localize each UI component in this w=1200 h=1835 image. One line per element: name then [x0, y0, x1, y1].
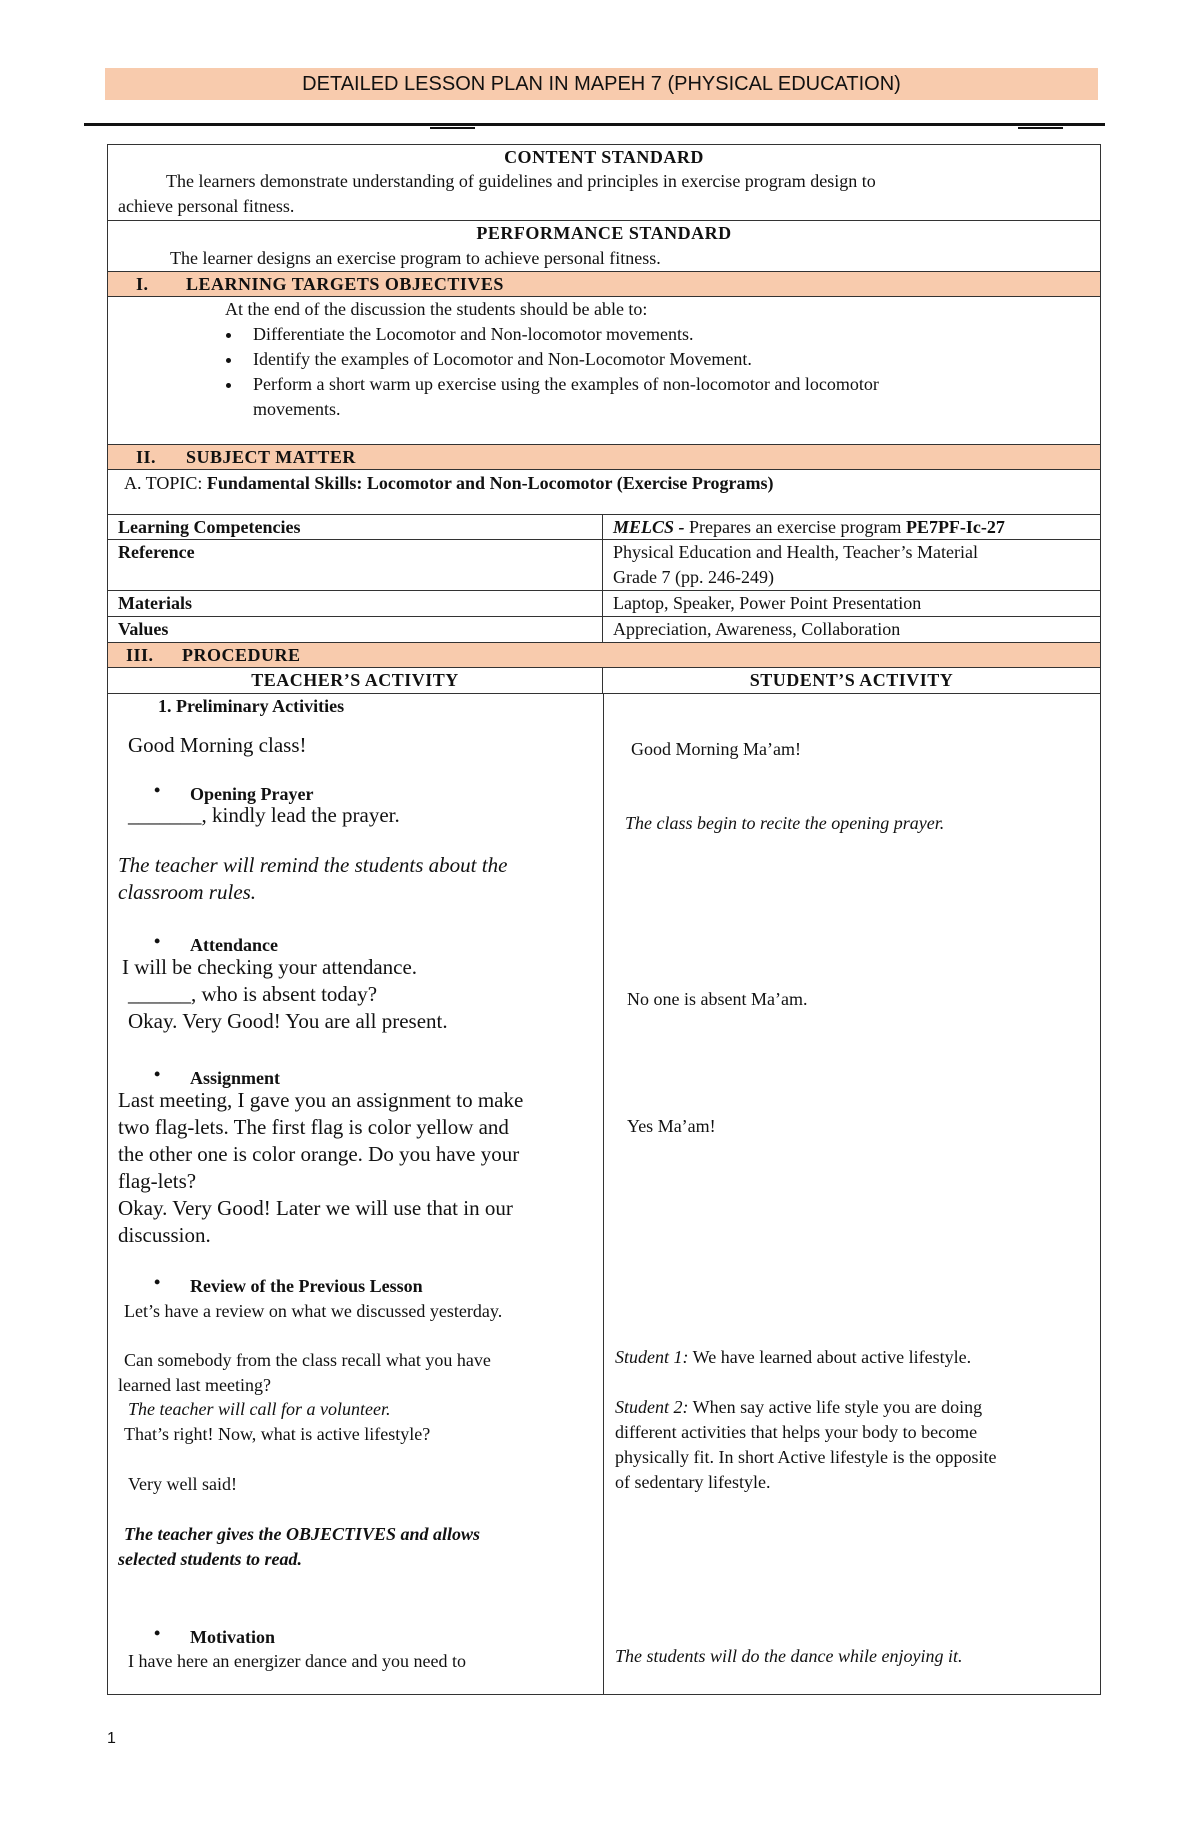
lesson-plan-table: [107, 144, 1101, 1695]
reference-line-2: Grade 7 (pp. 246-249): [613, 567, 774, 587]
materials-value: Laptop, Speaker, Power Point Presentation: [613, 593, 922, 613]
student-absent: No one is absent Ma’am.: [627, 989, 808, 1009]
teacher-greeting: Good Morning class!: [128, 733, 307, 757]
objective-item: • Identify the examples of Locomotor and Non-Locomotor Movement.: [243, 347, 1100, 372]
volunteer-note: The teacher will call for a volunteer.: [128, 1399, 391, 1419]
document-title: DETAILED LESSON PLAN IN MAPEH 7 (PHYSICAL EDUCATION): [105, 68, 1098, 100]
content-standard-row: [108, 145, 1100, 221]
objective-item: • Perform a short warm up exercise using the examples of non-locomotor and locomotor movements.: [243, 372, 953, 422]
student-2-line-1: [615, 1395, 982, 1420]
section-3-header: [108, 643, 1100, 668]
reference-label: Reference: [108, 540, 603, 590]
values-label: Values: [108, 617, 603, 642]
assignment-line-2: two flag-lets. The first flag is color yellow and: [118, 1115, 509, 1139]
student-activity-heading: STUDENT’S ACTIVITY: [749, 670, 954, 690]
procedure-column-headers: [108, 668, 1100, 694]
objective-item: • Differentiate the Locomotor and Non-locomotor movements.: [243, 322, 1100, 347]
student-greeting: Good Morning Ma’am!: [631, 739, 801, 759]
assignment-line-4: flag-lets?: [118, 1169, 197, 1193]
student-1-label: Student 1:: [615, 1347, 689, 1367]
student-2-label: Student 2:: [615, 1397, 689, 1417]
topic-prefix: A. TOPIC:: [124, 473, 207, 493]
assignment-line-1: Last meeting, I gave you an assignment to make: [118, 1088, 524, 1112]
student-2-line-4: of sedentary lifestyle.: [615, 1472, 771, 1492]
student-dance: The students will do the dance while enjoying it.: [615, 1646, 963, 1666]
materials-row: [108, 591, 1100, 617]
motivation-heading: Motivation: [190, 1627, 275, 1647]
student-1-text: We have learned about active lifestyle.: [688, 1347, 972, 1367]
competencies-label: Learning Competencies: [108, 515, 603, 539]
topic-row: [108, 470, 1100, 515]
performance-standard-heading: PERFORMANCE STANDARD: [476, 223, 732, 243]
section-3-heading: PROCEDURE: [182, 645, 301, 665]
student-2-line-2: different activities that helps your body to become: [615, 1422, 978, 1442]
header-rule-accent-left: [430, 127, 475, 129]
content-standard-text-1: The learners demonstrate understanding of guidelines and principles in exercise program design to: [166, 171, 876, 191]
header-rule: [84, 123, 1105, 126]
section-2-header: [108, 445, 1100, 470]
attendance-heading: Attendance: [190, 935, 278, 955]
very-well-said: Very well said!: [128, 1474, 237, 1494]
student-1-answer: [615, 1345, 971, 1370]
section-1-heading: LEARNING TARGETS OBJECTIVES: [186, 274, 504, 294]
content-standard-text-2: achieve personal fitness.: [118, 196, 295, 216]
assignment-line-3: the other one is color orange. Do you have your: [118, 1142, 520, 1166]
reference-line-1: Physical Education and Health, Teacher’s Material: [613, 542, 978, 562]
recall-line-1: Can somebody from the class recall what you have: [124, 1350, 491, 1370]
rules-line-1: The teacher will remind the students about the: [118, 853, 508, 877]
review-heading: Review of the Previous Lesson: [190, 1276, 423, 1296]
materials-label: Materials: [108, 591, 603, 616]
competency-code: PE7PF-Ic-27: [905, 517, 1005, 537]
attendance-line-3: Okay. Very Good! You are all present.: [128, 1009, 448, 1033]
bullet-icon: •: [154, 931, 161, 951]
bullet-icon: •: [154, 1064, 161, 1084]
teacher-activity-heading: TEACHER’S ACTIVITY: [108, 668, 603, 693]
student-prayer: The class begin to recite the opening prayer.: [625, 813, 945, 833]
preliminary-heading: 1. Preliminary Activities: [158, 696, 345, 716]
reference-value: [603, 540, 1100, 590]
bullet-icon: •: [154, 1272, 161, 1292]
objectives-list: [108, 322, 1100, 422]
opening-prayer-heading: Opening Prayer: [190, 784, 314, 804]
competencies-text: Prepares an exercise program: [684, 517, 906, 537]
student-2-text: When say active life style you are doing: [688, 1397, 983, 1417]
assignment-line-6: discussion.: [118, 1223, 211, 1247]
bullet-icon: •: [154, 780, 161, 800]
section-2-heading: SUBJECT MATTER: [186, 447, 356, 467]
competencies-value: [603, 515, 1100, 539]
competencies-row: [108, 515, 1100, 540]
bullet-icon: •: [154, 1623, 161, 1643]
values-value: Appreciation, Awareness, Collaboration: [613, 619, 901, 639]
topic-title: Fundamental Skills: Locomotor and Non-Locomotor (Exercise Programs): [206, 473, 774, 493]
values-row: [108, 617, 1100, 643]
assignment-heading: Assignment: [190, 1068, 281, 1088]
performance-standard-text: The learner designs an exercise program to achieve personal fitness.: [170, 248, 661, 268]
column-divider: [603, 694, 604, 1694]
procedure-body: [108, 694, 1100, 1694]
performance-standard-row: [108, 221, 1100, 272]
section-2-number: II.: [136, 447, 157, 467]
section-1-header: [108, 272, 1100, 297]
section-1-number: I.: [136, 274, 149, 294]
motivation-line-1: I have here an energizer dance and you need to: [128, 1651, 466, 1671]
student-yes: Yes Ma’am!: [627, 1116, 716, 1136]
melcs-label: MELCS -: [613, 517, 685, 537]
objectives-note-1: The teacher gives the OBJECTIVES and allows: [124, 1524, 481, 1544]
review-line-1: Let’s have a review on what we discussed yesterday.: [124, 1301, 503, 1321]
assignment-line-5: Okay. Very Good! Later we will use that in our: [118, 1196, 513, 1220]
student-2-line-3: physically fit. In short Active lifestyle is the opposite: [615, 1447, 997, 1467]
page-number: 1: [107, 1730, 116, 1747]
prayer-instruction: _______, kindly lead the prayer.: [128, 803, 400, 827]
objectives-intro: At the end of the discussion the students should be able to:: [225, 299, 648, 319]
recall-line-2: learned last meeting?: [118, 1375, 271, 1395]
section-3-number: III.: [126, 645, 154, 665]
header-rule-accent-right: [1018, 127, 1063, 129]
objectives-row: [108, 297, 1100, 445]
active-lifestyle-question: That’s right! Now, what is active lifestyle?: [124, 1424, 431, 1444]
attendance-line-2: ______, who is absent today?: [128, 982, 378, 1006]
reference-row: [108, 540, 1100, 591]
rules-line-2: classroom rules.: [118, 880, 257, 904]
attendance-line-1: I will be checking your attendance.: [122, 955, 418, 979]
objectives-note-2: selected students to read.: [118, 1549, 302, 1569]
content-standard-heading: CONTENT STANDARD: [504, 147, 704, 167]
